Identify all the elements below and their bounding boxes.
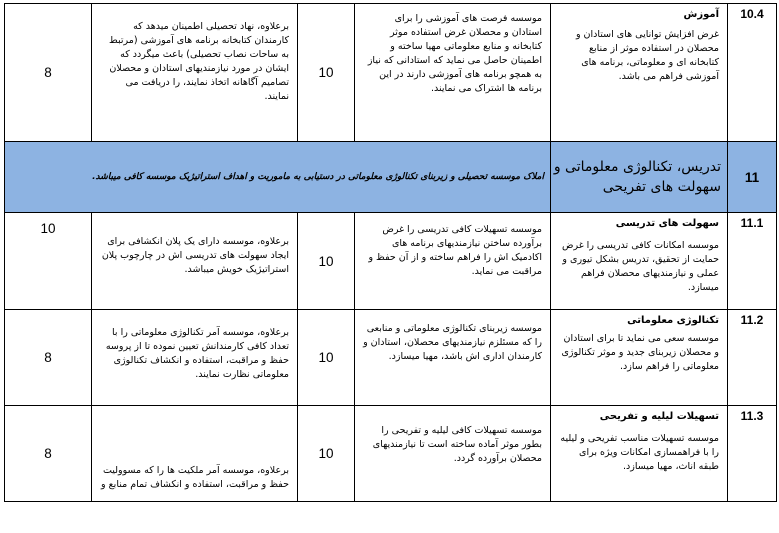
- section-number: 11.2: [728, 310, 777, 406]
- standard-text: موسسه زیربنای تکنالوژی معلوماتی و منابعی را که مسئلزم نیازمندیهای محصلان، استادان و کارمندان اداری اش باشد، مهیا میسازد.: [363, 323, 542, 362]
- evidence-score-cell: 10: [5, 213, 92, 310]
- criteria-cell: [551, 4, 728, 142]
- criteria-title: تسهیلات لیلیه و تفریحی: [599, 411, 719, 422]
- criteria-cell: [551, 213, 728, 310]
- table-row-11-1: [5, 213, 777, 310]
- evidence-cell: [92, 406, 298, 502]
- section-band-11: [5, 142, 777, 213]
- criteria-title: تکنالوژی معلوماتی: [627, 315, 719, 326]
- standard-text: موسسه تسهیلات کافی تدریسی را غرض برآورده ساختن نیازمندیهای برنامه های اکادمیک اش را فراهم ساخته و از آن حفظ و مراقبت می نماید.: [368, 224, 542, 277]
- standard-cell: [355, 406, 551, 502]
- section-number: 11.1: [728, 213, 777, 310]
- evidence-score-cell: 8: [5, 310, 92, 406]
- evidence-text: برعلاوه، موسسه دارای یک پلان انکشافی برای ایجاد سهولت های تدریسی اش در چارچوب پلان استراتیژیک خویش میباشد.: [101, 236, 289, 275]
- table-row-10-4: [5, 4, 777, 142]
- standard-score-cell: 10: [298, 213, 355, 310]
- criteria-cell: [551, 310, 728, 406]
- section-number: 10.4: [728, 4, 777, 142]
- standard-score-cell: 10: [298, 4, 355, 142]
- criteria-cell: [551, 406, 728, 502]
- criteria-title: آموزش: [683, 9, 719, 20]
- evidence-cell: [92, 4, 298, 142]
- evidence-score-cell: 8: [5, 406, 92, 502]
- evidence-text: برعلاوه، موسسه آمر ملکیت ها را که مسوولیت حفظ و مراقبت، استفاده و انکشاف تمام منابع و: [101, 465, 289, 490]
- section-number: 11.3: [728, 406, 777, 502]
- criteria-text: موسسه تسهیلات مناسب تفریحی و لیلیه را با فراهمسازی امکانات ویژه برای طبقه اناث، مهیا میسازد.: [560, 433, 719, 472]
- standards-table: [4, 3, 777, 502]
- evidence-cell: [92, 310, 298, 406]
- standard-cell: [355, 310, 551, 406]
- table-row-11-3: [5, 406, 777, 502]
- evidence-score-cell: 8: [5, 4, 92, 142]
- standard-cell: [355, 4, 551, 142]
- evidence-text: برعلاوه، نهاد تحصیلی اطمینان میدهد که کارمندان کتابخانه برنامه های آموزشی (مرتبط به ساحات نصاب تحصیلی) باعث میگردد که ایشان در مورد نیازمندیهای استادان و محصلان تصامیم آگاهانه اتخاذ نمایند، را دریافت می نمایند.: [109, 21, 289, 102]
- standard-text: موسسه فرصت های آموزشی را برای استادان و محصلان غرض استفاده موثر کتابخانه و منابع معلوماتی مهیا ساخته و اطمینان حاصل می نماید که استادانی که نیاز به همچو برنامه های آموزشی دارند در این برنامه ها اشتراک می نمایند.: [367, 13, 542, 94]
- standard-text: موسسه تسهیلات کافی لیلیه و تفریحی را بطور موثر آماده ساخته است تا نیازمندیهای محصلان برآورده گردد.: [372, 425, 542, 464]
- standard-cell: [355, 213, 551, 310]
- band-goal: املاک موسسه تحصیلی و زیربنای تکنالوژی معلوماتی در دستیابی به ماموریت و اهداف استراتیژیک موسسه کافی میباشد.: [5, 142, 551, 213]
- criteria-title: سهولت های تدریسی: [615, 218, 719, 229]
- table-row-11-2: [5, 310, 777, 406]
- band-number: 11: [728, 142, 777, 213]
- band-title: تدریس، تکنالوژی معلوماتی و سهولت های تفریحی: [551, 142, 728, 213]
- criteria-text: غرض افزایش توانایی های استادان و محصلان در استفاده موثر از منابع کتابخانه ای و معلوماتی، برنامه های آموزشی فراهم می باشد.: [575, 29, 719, 82]
- evidence-cell: [92, 213, 298, 310]
- criteria-text: موسسه سعی می نماید تا برای استادان و محصلان زیربنای جدید و موثر تکنالوژی معلوماتی را فراهم سازد.: [561, 333, 719, 372]
- standard-score-cell: 10: [298, 310, 355, 406]
- criteria-text: موسسه امکانات کافی تدریسی را غرض حمایت از تحقیق، تدریس بشکل تیوری و عملی و نیازمندیهای محصلان فراهم میسازد.: [561, 240, 719, 293]
- evidence-text: برعلاوه، موسسه آمر تکنالوژی معلوماتی را با تعداد کافی کارمندانش تعیین نموده تا از پروسه حفظ و مراقبت، استفاده و انکشاف تکنالوژی معلوماتی نظارت نمایند.: [105, 327, 289, 380]
- standard-score-cell: 10: [298, 406, 355, 502]
